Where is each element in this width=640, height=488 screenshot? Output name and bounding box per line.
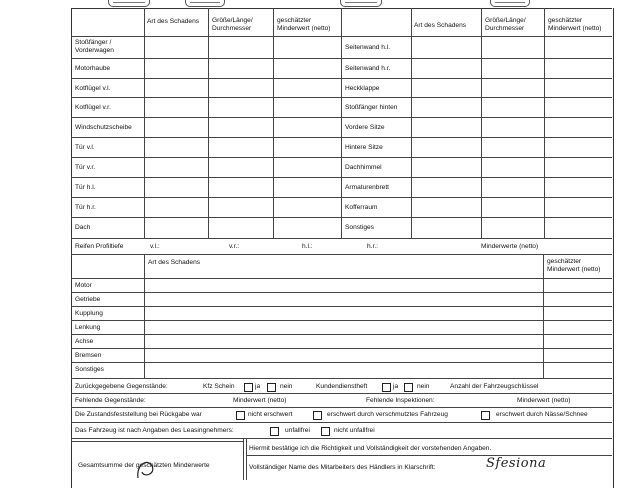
mech-row-label: Sonstiges (75, 366, 104, 373)
accident-not-free-checkbox[interactable] (321, 427, 330, 436)
key-count-label: Anzahl der Fahrzeugschlüssel (450, 383, 539, 390)
kundendienstheft-label: Kundendienstheft (316, 383, 368, 390)
mech-col-value: geschätzter Minderwert (netto) (547, 258, 601, 273)
kd-nein-label: nein (417, 383, 430, 390)
row-label-left: Windschutzscheibe (75, 124, 132, 131)
kd-ja-label: ja (393, 383, 399, 390)
condition-opt2-label: erschwert durch verschmutztes Fahrzeug (327, 411, 448, 418)
row-label-left: Tür v.l. (75, 144, 95, 151)
kd-ja-checkbox[interactable] (382, 383, 391, 392)
col-value-right: geschätzter Minderwert (netto) (548, 17, 602, 32)
mech-row-label: Lenkung (75, 324, 101, 331)
accident-label: Das Fahrzeug ist nach Angaben des Leasingnehmers: (75, 427, 234, 434)
mech-row-label: Kupplung (75, 310, 103, 317)
kfz-schein-nein-checkbox[interactable] (267, 383, 276, 392)
row-label-right: Seitenwand h.r. (345, 65, 391, 72)
car-outline-front-left (108, 0, 150, 7)
returned-label: Zurückgegebene Gegenstände: (75, 383, 168, 390)
accident-opt1-label: unfallfrei (285, 427, 310, 434)
row-label-right: Hintere Sitze (345, 144, 383, 151)
inspections-minderwert-label: Minderwert (netto) (517, 397, 571, 404)
kfz-schein-label: Kfz Schein (203, 383, 235, 390)
row-label-left: Kotflügel v.r. (75, 104, 111, 111)
row-label-left: Tür h.l. (75, 184, 96, 191)
kd-nein-checkbox[interactable] (404, 383, 413, 392)
kfz-nein-label: nein (280, 383, 293, 390)
mech-row-label: Achse (75, 338, 94, 345)
mech-row-label: Bremsen (75, 352, 102, 359)
tires-label: Reifen Profiltiefe (75, 243, 124, 250)
tires-minderwert-label: Minderwerte (netto) (481, 243, 539, 250)
row-label-right: Dachhimmel (345, 164, 382, 171)
row-label-left: Tür v.r. (75, 164, 96, 171)
tire-vr-label: v.r.: (229, 243, 240, 250)
row-label-left: Dach (75, 224, 91, 231)
missing-inspections-label: Fehlende Inspektionen: (366, 397, 435, 404)
mech-row-label: Motor (75, 282, 92, 289)
employee-signature: Sfesiona (486, 456, 547, 471)
row-label-right: Stoßfänger hinten (345, 104, 398, 111)
col-size-right: Größe/Länge/ Durchmesser (485, 17, 526, 32)
col-damage-left: Art des Schadens (147, 18, 200, 25)
col-damage-right: Art des Schadens (414, 22, 467, 29)
kfz-schein-ja-checkbox[interactable] (244, 383, 253, 392)
row-label-right: Armaturenbrett (345, 184, 389, 191)
condition-label: Die Zustandsfeststellung bei Rückgabe war (75, 411, 202, 418)
col-value-left: geschätzter Minderwert (netto) (277, 17, 331, 32)
row-label-left: Stoßfänger / Vorderwagen (75, 39, 114, 54)
tire-hl-label: h.l.: (302, 243, 313, 250)
car-outline-rear-left (340, 0, 382, 7)
row-label-right: Sonstiges (345, 224, 374, 231)
row-label-right: Heckklappe (345, 85, 380, 92)
row-label-left: Tür h.r. (75, 204, 96, 211)
condition-opt1-label: nicht erschwert (248, 411, 293, 418)
confirmation-text: Hiermit bestätige ich die Richtigkeit und Vollständigkeit der vorstehenden Angaben. (249, 445, 492, 452)
row-label-right: Seitenwand h.l. (345, 44, 391, 51)
row-label-right: Kofferraum (345, 204, 378, 211)
car-outline-front-right (185, 0, 225, 7)
condition-opt3-label: erschwert durch Nässe/Schnee (496, 411, 588, 418)
tire-hr-label: h.r.: (367, 243, 378, 250)
condition-not-hindered-checkbox[interactable] (236, 411, 245, 420)
car-outline-rear-right (490, 0, 530, 7)
accident-free-checkbox[interactable] (270, 427, 279, 436)
condition-dirty-checkbox[interactable] (313, 411, 322, 420)
row-label-right: Vordere Sitze (345, 124, 385, 131)
condition-wet-checkbox[interactable] (481, 411, 490, 420)
kfz-ja-label: ja (255, 383, 261, 390)
tire-vl-label: v.l.: (150, 243, 160, 250)
row-label-left: Motorhaube (75, 65, 111, 72)
employee-name-label: Vollständiger Name des Mitarbeiters des Händlers in Klarschrift: (249, 464, 436, 471)
row-label-left: Kotflügel v.l. (75, 85, 111, 92)
mech-col-damage: Art des Schadens (148, 259, 201, 266)
handwritten-mark-icon (130, 442, 170, 480)
missing-minderwert-label: Minderwert (netto) (233, 397, 287, 404)
col-size-left: Größe/Länge/ Durchmesser (212, 17, 253, 32)
mech-row-label: Getriebe (75, 296, 101, 303)
missing-label: Fehlende Gegenstände: (75, 397, 146, 404)
accident-opt2-label: nicht unfallfrei (334, 427, 375, 434)
total-sum-label: Gesamtsumme der geschätzten Minderwerte (78, 462, 210, 469)
